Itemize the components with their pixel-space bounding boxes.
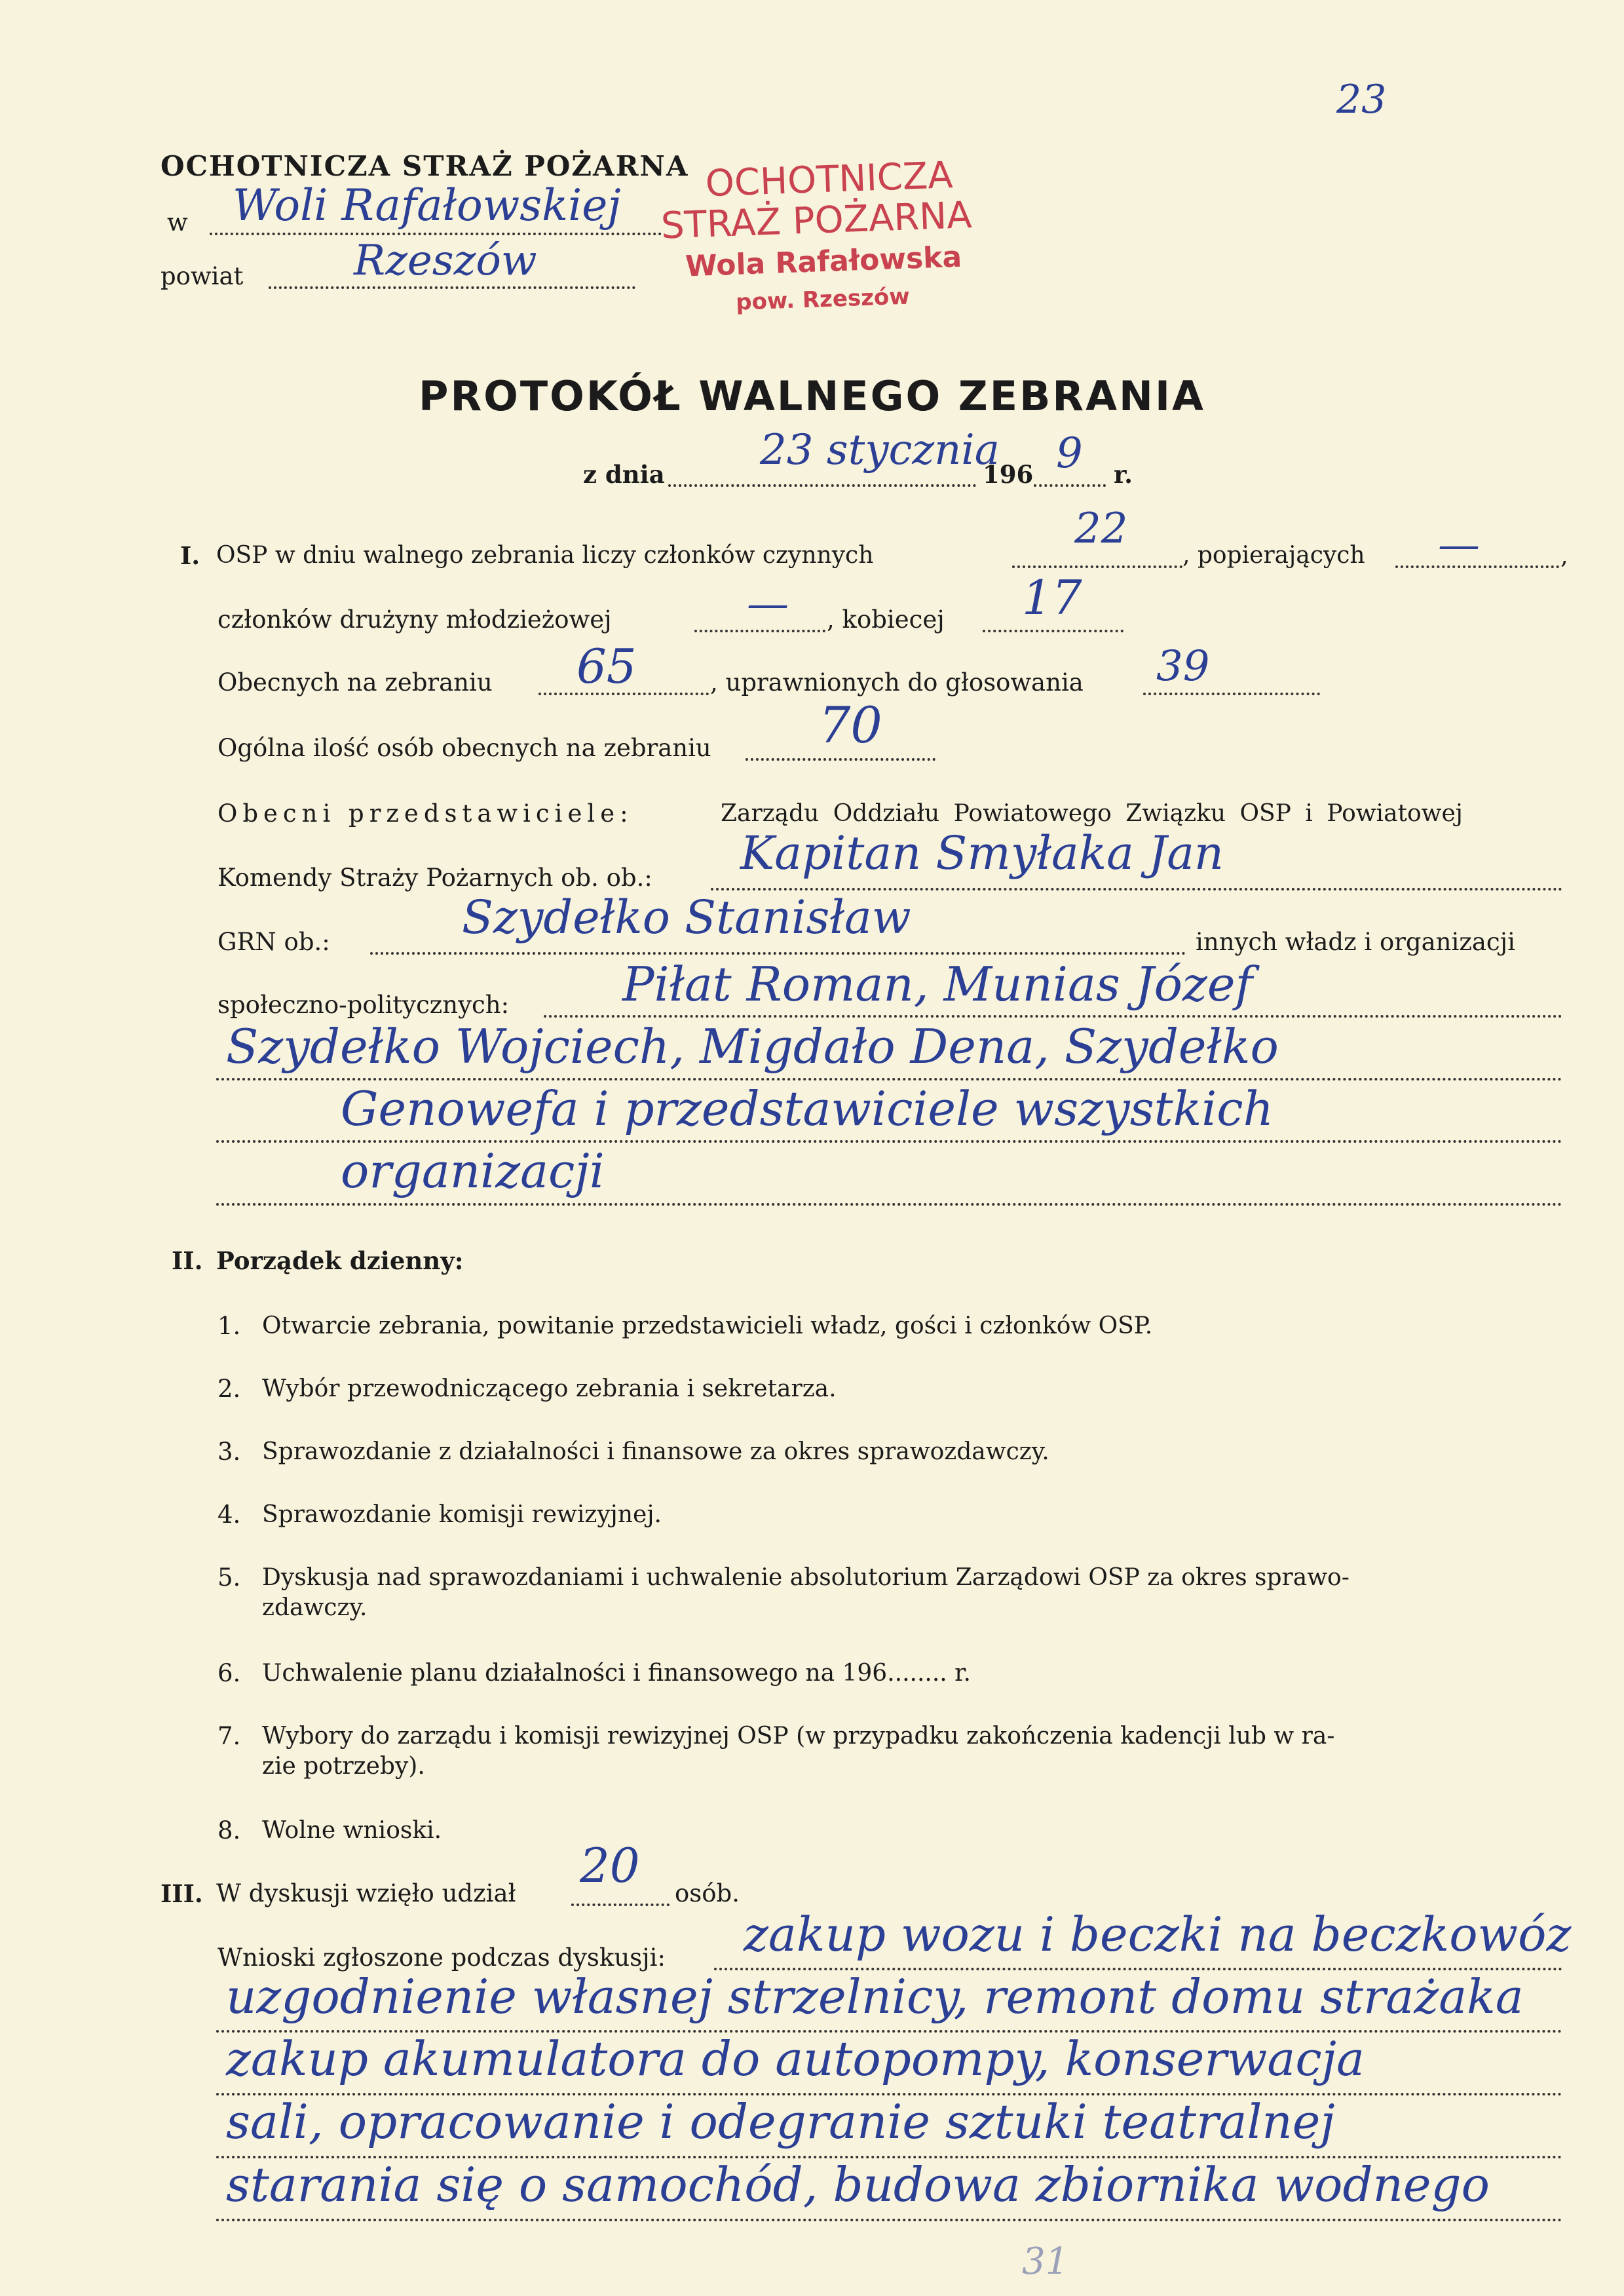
druzyny-value: — bbox=[747, 580, 789, 628]
agenda-num-4: 4. bbox=[217, 1501, 241, 1529]
czynnych-dots bbox=[1012, 565, 1182, 568]
bottom-mark: 31 bbox=[1022, 2240, 1069, 2283]
agenda-text-4: Sprawozdanie komisji rewizyjnej. bbox=[262, 1501, 662, 1528]
stamp-line-2: STRAŻ POŻARNA bbox=[660, 194, 973, 248]
wnioski-label: Wnioski zgłoszone podczas dyskusji: bbox=[217, 1943, 666, 1972]
section2-roman: II. bbox=[172, 1246, 203, 1275]
powiat-dots bbox=[269, 286, 635, 289]
spoleczno-value-4: organizacji bbox=[341, 1143, 605, 1198]
org-name: OCHOTNICZA STRAŻ POŻARNA bbox=[161, 150, 689, 182]
year-dots bbox=[1034, 484, 1106, 487]
date-value: 23 stycznia bbox=[760, 426, 1000, 474]
osob-label: osób. bbox=[675, 1879, 740, 1907]
powiat-value: Rzeszów bbox=[354, 237, 537, 285]
agenda-text-8: Wolne wnioski. bbox=[262, 1817, 442, 1844]
spoleczno-dots-3 bbox=[216, 1140, 1562, 1143]
przedst-label: Obecni przedstawiciele: bbox=[217, 799, 633, 828]
agenda-num-1: 1. bbox=[217, 1312, 241, 1340]
year-prefix: 196 bbox=[983, 460, 1034, 489]
czynnych-value: 22 bbox=[1074, 505, 1128, 553]
agenda-text-6: Uchwalenie planu działalności i finansowego na 196........ r. bbox=[262, 1660, 971, 1687]
agenda-text-5: Dyskusja nad sprawozdaniami i uchwalenie absolutorium Zarządowi OSP za okres sprawo- bbox=[262, 1564, 1350, 1591]
spoleczno-value-3: Genowefa i przedstawiciele wszystkich bbox=[341, 1081, 1274, 1136]
kobiecej-dots bbox=[983, 630, 1124, 632]
section1-text-c: , bbox=[1560, 541, 1568, 569]
druzyny-label: członków drużyny młodzieżowej bbox=[217, 605, 612, 634]
page-number: 23 bbox=[1336, 77, 1387, 123]
uprawnionych-dots bbox=[1143, 693, 1320, 695]
spoleczno-dots-2 bbox=[216, 1078, 1562, 1081]
udzial-label: W dyskusji wzięło udział bbox=[216, 1879, 516, 1907]
document-title: PROTOKÓŁ WALNEGO ZEBRANIA bbox=[419, 372, 1205, 420]
wnioski-dots-5 bbox=[216, 2219, 1562, 2221]
stamp-line-3: Wola Rafałowska bbox=[685, 240, 962, 284]
druzyny-dots bbox=[694, 630, 825, 632]
udzial-dots bbox=[571, 1904, 670, 1906]
section3-roman: III. bbox=[161, 1879, 203, 1908]
agenda-num-5: 5. bbox=[217, 1563, 241, 1592]
spoleczno-value-1: Piłat Roman, Munias Józef bbox=[622, 957, 1253, 1012]
kobiecej-value: 17 bbox=[1022, 570, 1082, 625]
agenda-text-2: Wybór przewodniczącego zebrania i sekretarza. bbox=[262, 1375, 837, 1402]
obecnych-label: Obecnych na zebraniu bbox=[217, 668, 493, 697]
agenda-num-3: 3. bbox=[217, 1438, 241, 1466]
w-dots bbox=[210, 233, 662, 235]
powiat-label: powiat bbox=[161, 262, 244, 290]
grn-value: Szydełko Stanisław bbox=[462, 890, 911, 944]
agenda-num-8: 8. bbox=[217, 1816, 241, 1845]
section1-roman: I. bbox=[180, 541, 200, 570]
wnioski-value-2: uzgodnienie własnej strzelnicy, remont domu strażaka bbox=[226, 1969, 1524, 2024]
udzial-value: 20 bbox=[580, 1838, 640, 1893]
spoleczno-dots bbox=[544, 1015, 1562, 1018]
stamp-line-4: pow. Rzeszów bbox=[735, 283, 911, 316]
date-dots bbox=[668, 484, 976, 487]
section1-text-a: OSP w dniu walnego zebrania liczy członków czynnych bbox=[216, 542, 874, 569]
spoleczno-label: społeczno-politycznych: bbox=[217, 991, 510, 1019]
uprawnionych-value: 39 bbox=[1156, 642, 1210, 691]
agenda-text-1: Otwarcie zebrania, powitanie przedstawicieli władz, gości i członków OSP. bbox=[262, 1312, 1153, 1339]
komendy-value: Kapitan Smyłaka Jan bbox=[740, 826, 1224, 880]
agenda-num-2: 2. bbox=[217, 1375, 241, 1403]
ogolna-label: Ogólna ilość osób obecnych na zebraniu bbox=[217, 734, 711, 762]
komendy-label: Komendy Straży Pożarnych ob. ob.: bbox=[217, 864, 652, 892]
agenda-text-7: Wybory do zarządu i komisji rewizyjnej OSP (w przypadku zakończenia kadencji lub w ra- bbox=[262, 1723, 1335, 1750]
spoleczno-value-2: Szydełko Wojciech, Migdało Dena, Szydełko bbox=[226, 1019, 1279, 1074]
popierajacych-value: — bbox=[1438, 521, 1480, 569]
agenda-num-6: 6. bbox=[217, 1659, 241, 1687]
spoleczno-dots-4 bbox=[216, 1203, 1562, 1206]
agenda-text-5b: zdawczy. bbox=[262, 1594, 368, 1621]
year-value: 9 bbox=[1056, 429, 1083, 478]
obecnych-value: 65 bbox=[576, 639, 637, 694]
date-prefix: z dnia bbox=[583, 460, 665, 489]
date-suffix: r. bbox=[1114, 460, 1133, 489]
grn-label: GRN ob.: bbox=[217, 928, 330, 956]
wnioski-value-5: starania się o samochód, budowa zbiornika wodnego bbox=[226, 2157, 1490, 2212]
przedst-text: Zarządu Oddziału Powiatowego Związku OSP i Powiatowej bbox=[721, 800, 1463, 827]
section1-text-b: , popierających bbox=[1182, 542, 1365, 569]
ogolna-dots bbox=[746, 758, 935, 761]
stamp-line-1: OCHOTNICZA bbox=[704, 154, 954, 206]
wnioski-value-1: zakup wozu i beczki na beczkowóz bbox=[744, 1907, 1572, 1962]
w-label: w bbox=[167, 208, 188, 237]
grn-dots bbox=[370, 952, 1186, 955]
wnioski-value-4: sali, opracowanie i odegranie sztuki teatralnej bbox=[226, 2094, 1335, 2149]
w-value: Woli Rafałowskiej bbox=[233, 180, 621, 231]
kobiecej-label: , kobiecej bbox=[827, 605, 945, 634]
agenda-text-3: Sprawozdanie z działalności i finansowe za okres sprawozdawczy. bbox=[262, 1438, 1049, 1465]
stamp bbox=[659, 150, 1064, 328]
ogolna-value: 70 bbox=[819, 696, 882, 754]
agenda-num-7: 7. bbox=[217, 1722, 241, 1750]
innych-label: innych władz i organizacji bbox=[1196, 928, 1515, 956]
section2-heading: Porządek dzienny: bbox=[216, 1246, 464, 1275]
agenda-text-7b: zie potrzeby). bbox=[262, 1753, 425, 1780]
uprawnionych-label: , uprawnionych do głosowania bbox=[710, 668, 1084, 697]
wnioski-value-3: zakup akumulatora do autopompy, konserwacja bbox=[226, 2031, 1365, 2086]
